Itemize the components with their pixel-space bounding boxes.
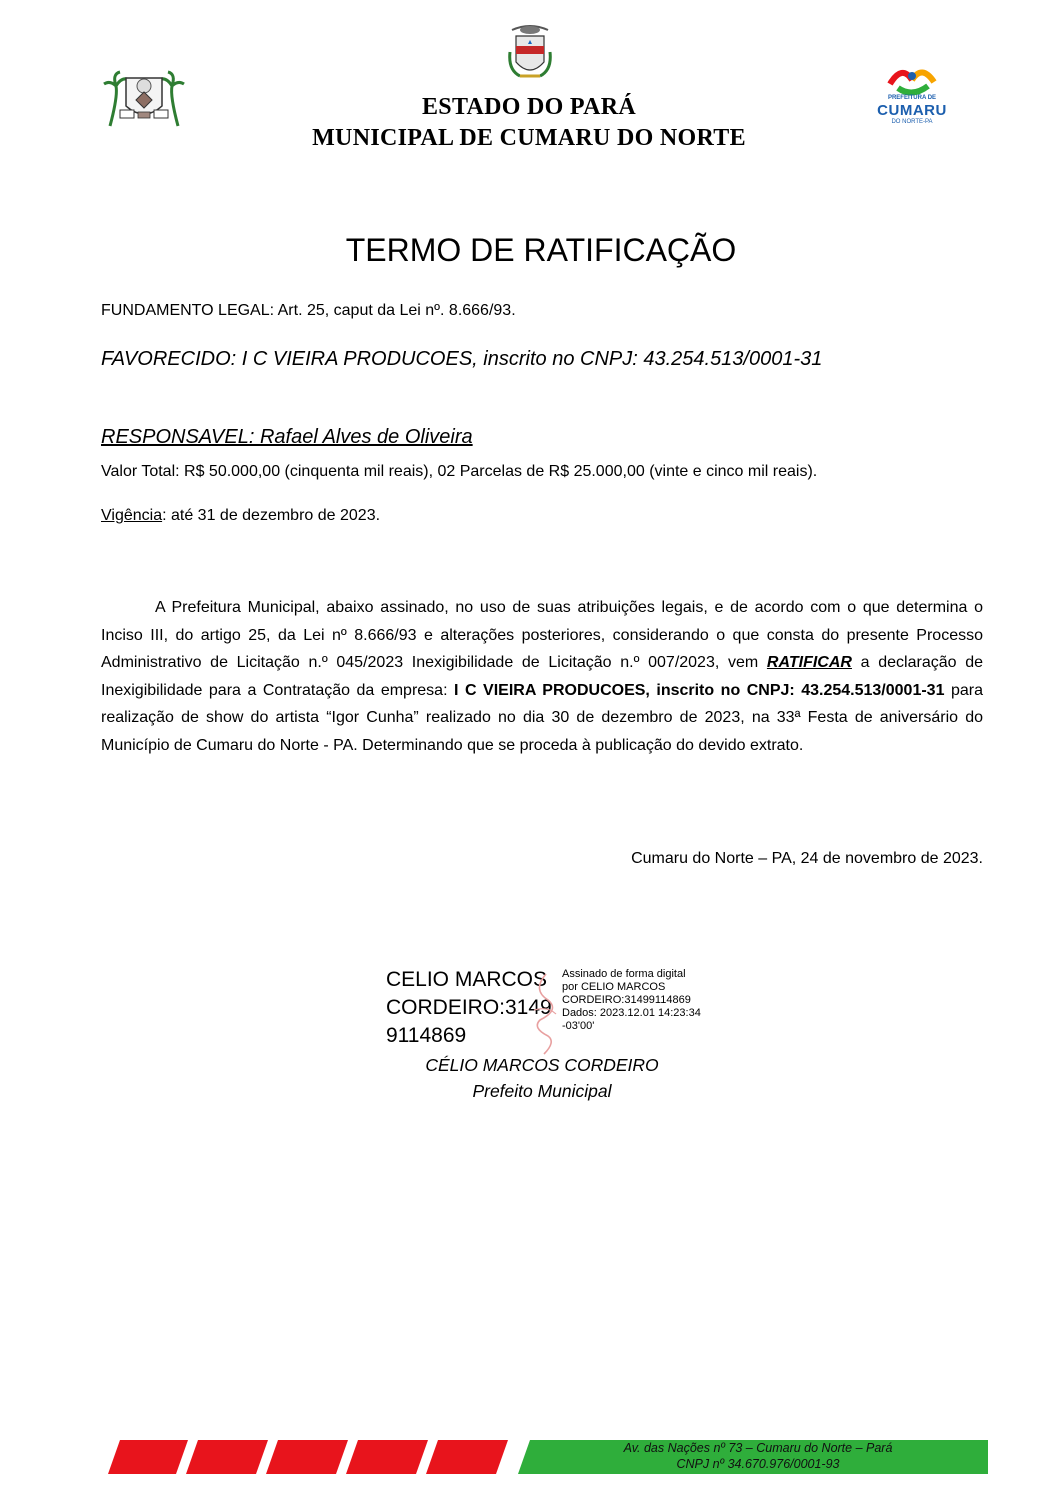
footer-bar [108,1440,988,1474]
footer-red-stripe [346,1440,428,1474]
state-coat-of-arms [506,22,554,82]
digital-line4: Dados: 2023.12.01 14:23:34 [562,1007,701,1019]
signature-name-line2: CORDEIRO:3149 [386,996,552,1019]
signature-name-line1: CELIO MARCOS [386,968,548,991]
favorecido: FAVORECIDO: I C VIEIRA PRODUCOES, inscrito no CNPJ: 43.254.513/0001-31 [101,348,823,370]
footer-address: Av. das Nações nº 73 – Cumaru do Norte – Pará [623,1441,893,1455]
digital-line5: -03'00' [562,1020,595,1032]
digital-line3: CORDEIRO:31499114869 [562,994,691,1006]
logo-text-prefeitura: PREFEITURA DE [887,95,937,101]
footer-red-stripe [426,1440,508,1474]
valor-total [101,463,817,481]
signer-role: Prefeito Municipal [472,1081,612,1101]
body-part1: A Prefeitura Municipal, abaixo assinado, no uso de suas atribuições legais, e de acordo com o que determina o Inciso III, do artigo 25, da Lei nº 8.666/93 e alterações posteriores, considerando o que consta do presente Processo Administrativo de Licitação n.º 045/2023 Inexigibilidade de Licitação n.º 007/2023, vem [101,599,983,672]
digital-signature-details [562,968,701,1033]
body-ratificar: RATIFICAR [766,654,852,672]
body-part2: a declaração de Inexigibilidade para a Contratação da empresa: [101,654,984,699]
footer-red-stripe [186,1440,268,1474]
digital-line1: Assinado de forma digital [562,968,686,980]
responsavel: RESPONSAVEL: Rafael Alves de Oliveira [101,426,473,448]
logo-text-do-norte: DO NORTE-PA [891,119,933,125]
fundamento-legal: FUNDAMENTO LEGAL: Art. 25, caput da Lei nº. 8.666/93. [101,302,516,319]
valor-text: : R$ 50.000,00 (cinquenta mil reais), 02 Parcelas de R$ 25.000,00 (vinte e cinco mil reais). [175,463,818,480]
header-state: ESTADO DO PARÁ [422,94,636,120]
footer-red-stripe [266,1440,348,1474]
body-paragraph [101,594,983,760]
vigencia-text: : até 31 de dezembro de 2023. [162,507,381,524]
signature-name-line3: 9114869 [386,1024,467,1047]
footer-cnpj: CNPJ nº 34.670.976/0001-93 [676,1457,840,1471]
body-empresa: I C VIEIRA PRODUCOES, inscrito no CNPJ: 43.254.513/0001-31 [454,681,945,699]
digital-line2: por CELIO MARCOS [562,981,666,993]
place-date: Cumaru do Norte – PA, 24 de novembro de 2023. [631,850,983,867]
valor-label: Valor Total [101,463,176,480]
signature-mark [526,970,566,1060]
vigencia [101,507,380,525]
vigencia-label: Vigência [101,507,163,524]
signer-name: CÉLIO MARCOS CORDEIRO [425,1055,659,1075]
document-title: TERMO DE RATIFICAÇÃO [345,232,737,268]
header-municipality: MUNICIPAL DE CUMARU DO NORTE [312,125,746,151]
body-part3: para realização de show do artista “Igor Cunha” realizado no dia 30 de dezembro de 2023, na 33ª Festa de aniversário do Município de Cumaru do Norte - PA. Determinando que se proceda à publicação do devido extrato. [101,681,984,754]
logo-text-cumaru: CUMARU [877,102,947,119]
footer-red-stripe [108,1440,188,1474]
